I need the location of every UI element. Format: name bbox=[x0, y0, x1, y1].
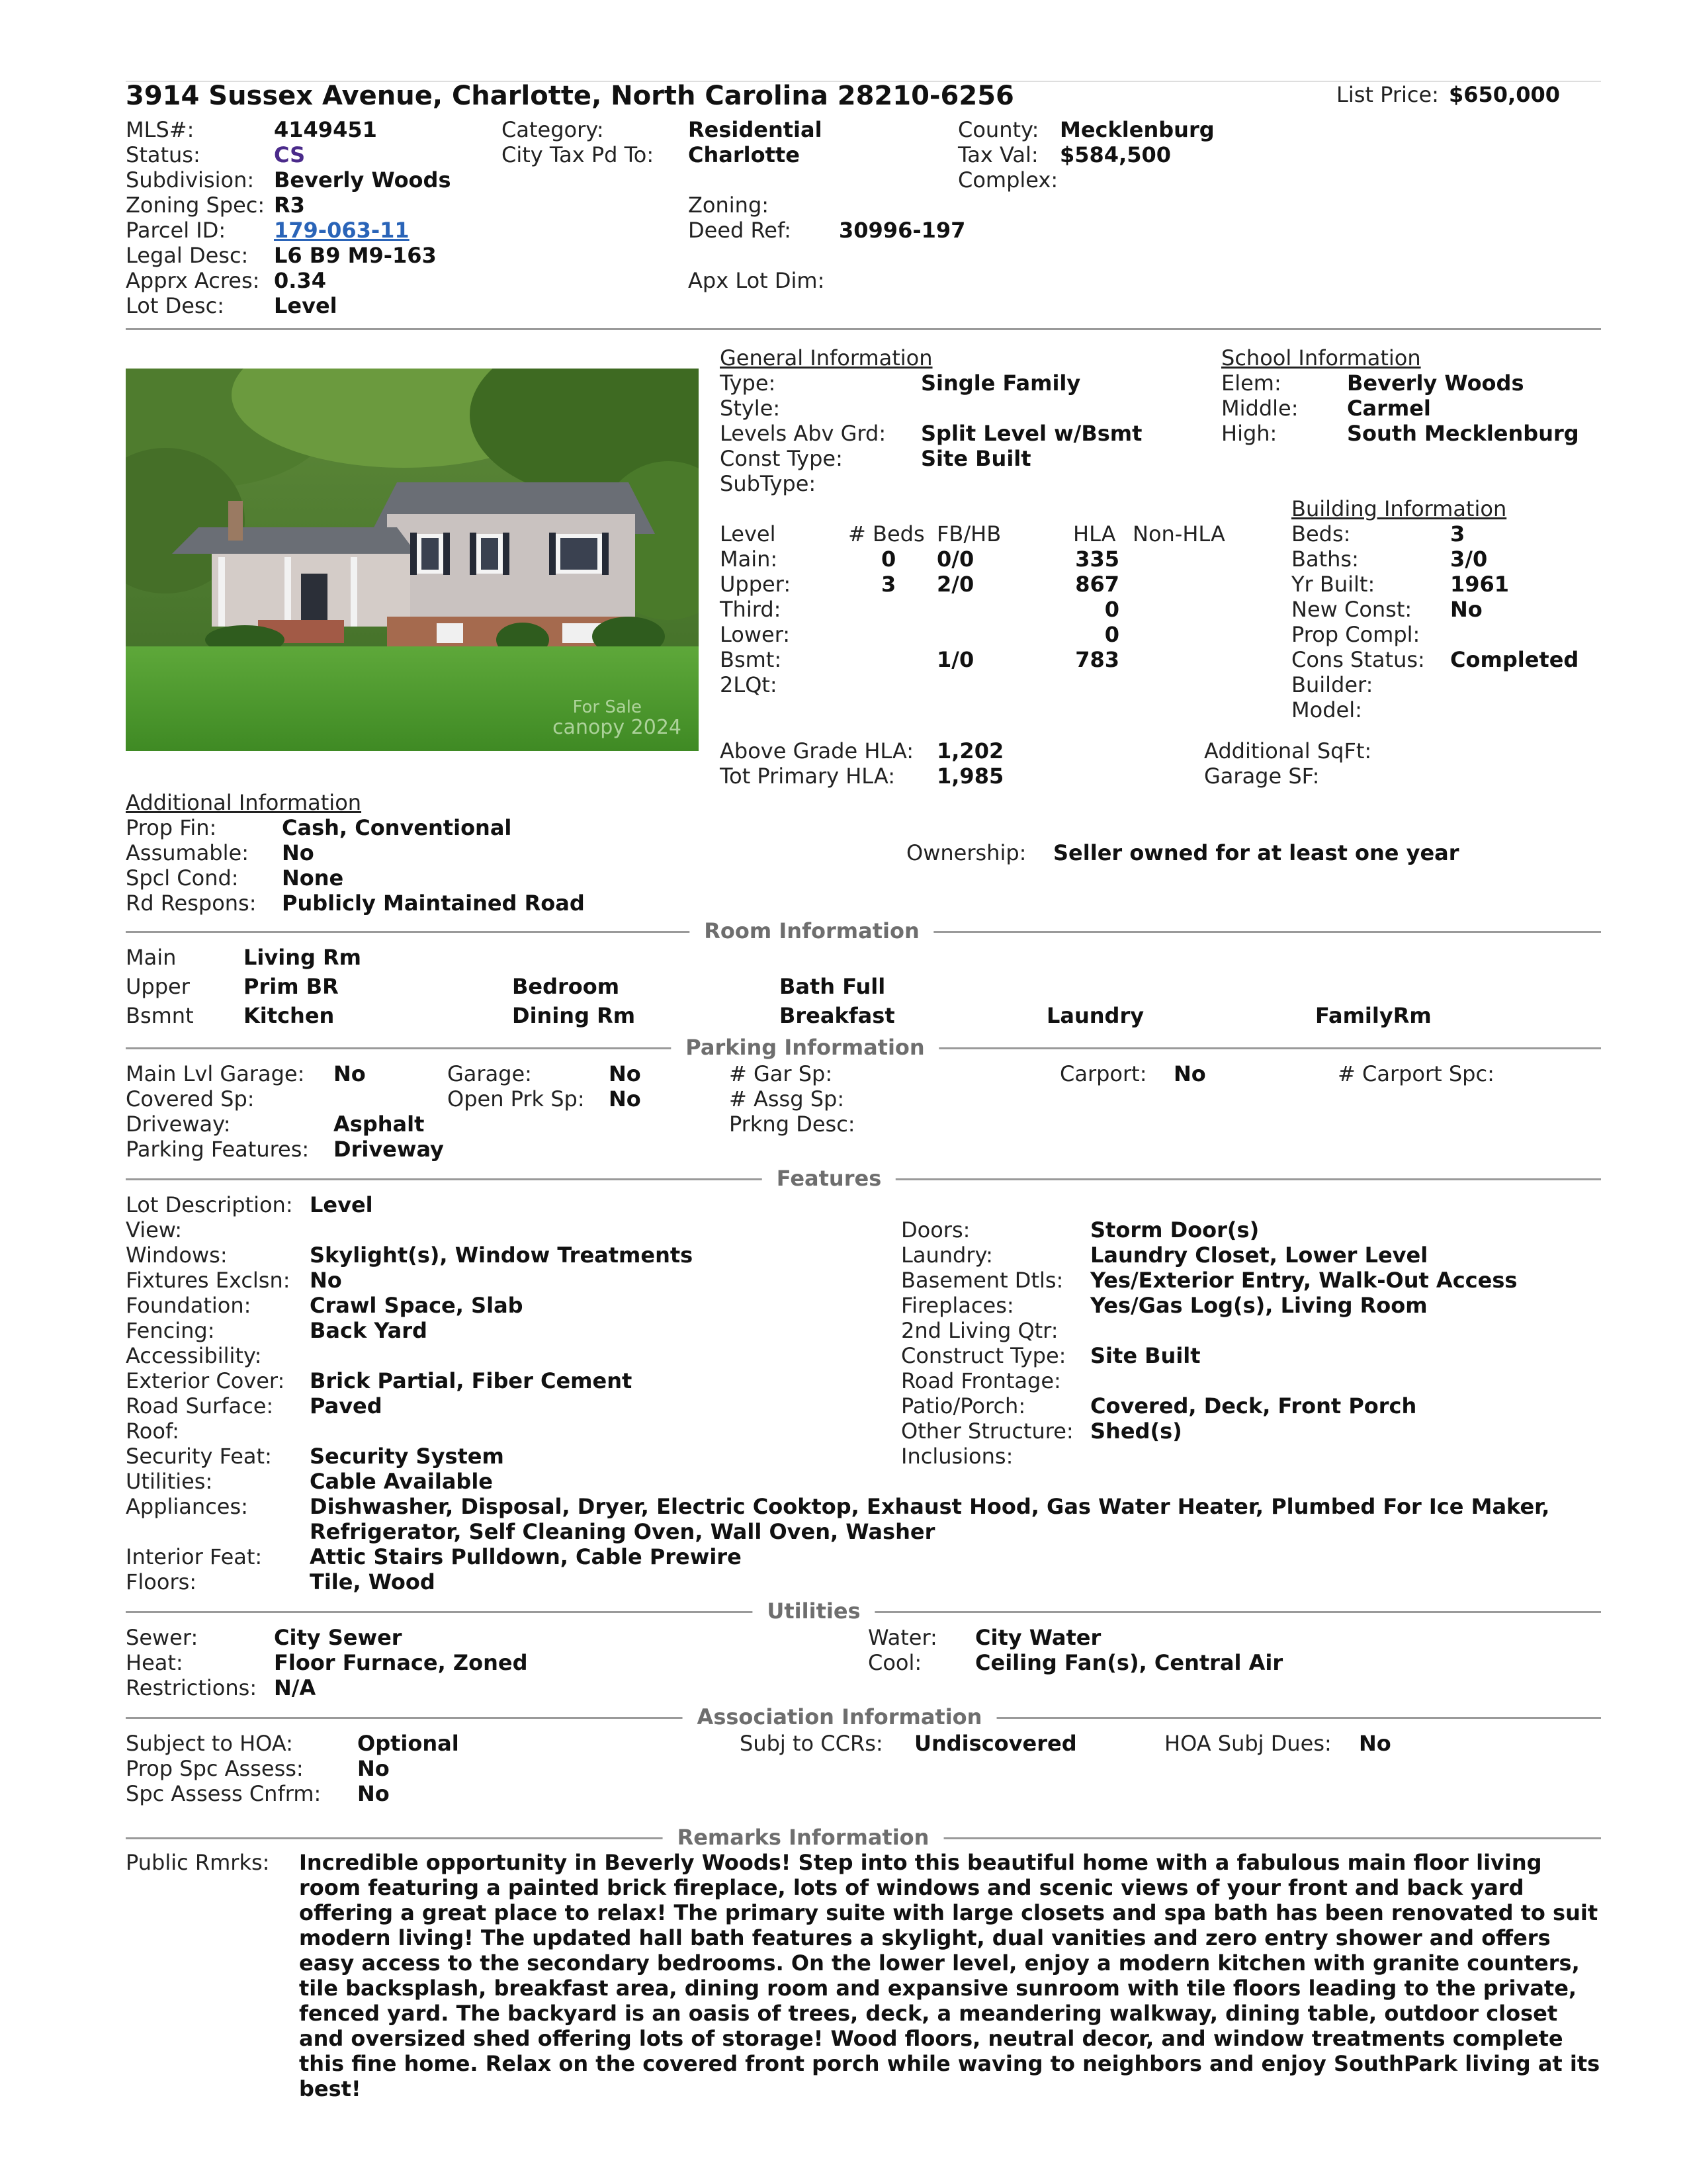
listing-address: 3914 Sussex Avenue, Charlotte, North Carolina 28210-6256 bbox=[126, 81, 1014, 111]
level-row-hla: 0 bbox=[1104, 622, 1119, 647]
room-upper-item: Bath Full bbox=[779, 974, 886, 999]
lot-dim-label: Apx Lot Dim: bbox=[688, 268, 825, 293]
middle-value: Carmel bbox=[1347, 396, 1431, 421]
city-tax-value: Charlotte bbox=[688, 142, 800, 167]
cool-value: Ceiling Fan(s), Central Air bbox=[975, 1650, 1283, 1675]
hoa-dues-value: No bbox=[1359, 1731, 1391, 1756]
level-row-fbhb: 0/0 bbox=[937, 546, 974, 572]
assumable-value: No bbox=[282, 840, 314, 865]
interior-feat-value: Attic Stairs Pulldown, Cable Prewire bbox=[310, 1544, 742, 1569]
feature-label: Windows: bbox=[126, 1243, 228, 1268]
feature-label: Fixtures Exclsn: bbox=[126, 1268, 290, 1293]
hla-header: HLA bbox=[1073, 521, 1116, 546]
room-bsmnt-item: Dining Rm bbox=[512, 1003, 636, 1028]
ownership-value: Seller owned for at least one year bbox=[1053, 840, 1459, 865]
level-row-hla: 0 bbox=[1104, 597, 1119, 622]
restrictions-label: Restrictions: bbox=[126, 1675, 257, 1700]
level-row-label: 2LQt: bbox=[720, 672, 777, 697]
feature-value: Crawl Space, Slab bbox=[310, 1293, 523, 1318]
gar-sp-label: # Gar Sp: bbox=[729, 1061, 833, 1086]
remarks-title: Remarks Information bbox=[663, 1825, 944, 1850]
bldg-beds-label: Beds: bbox=[1291, 521, 1351, 546]
complex-label: Complex: bbox=[958, 167, 1059, 193]
level-row-label: Main: bbox=[720, 546, 778, 572]
nonhla-header: Non-HLA bbox=[1133, 521, 1225, 546]
assumable-label: Assumable: bbox=[126, 840, 249, 865]
public-remarks-text: Incredible opportunity in Beverly Woods! Step into this beautiful home with a fabulous main floor living room featuring a painted brick fireplace, lots of windows and scenic views of your front and back yard offering a great place to relax! The primary suite with large closets and spa bath has been renovated to suit modern living! The updated hall bath features a skylight, dual vanities and zero entry shower and offers easy access to the secondary bedrooms. On the lower level, enjoy a modern kitchen with granite counters, tile backsplash, breakfast area, dining room and expansive sunroom with tile floors leading to the private, fenced yard. The backyard is an oasis of trees, deck, a meandering walkway, dining table, outdoor closet and oversized shed offering lots of storage! Wood floors, neutral decor, and window treatments complete this fine home. Relax on the covered front porch while waving to neighbors and enjoy SouthPark living at its best! bbox=[299, 1850, 1600, 2101]
room-info-title: Room Information bbox=[689, 918, 933, 943]
style-label: Style: bbox=[720, 396, 781, 421]
spcl-cond-value: None bbox=[282, 865, 344, 891]
remarks-divider bbox=[126, 1825, 1601, 1851]
spc-assess-cnfrm-label: Spc Assess Cnfrm: bbox=[126, 1781, 322, 1806]
level-row-label: Third: bbox=[720, 597, 781, 622]
tax-val-value: $584,500 bbox=[1060, 142, 1172, 167]
feature-value: Covered, Deck, Front Porch bbox=[1090, 1393, 1417, 1419]
deed-value: 30996-197 bbox=[839, 218, 966, 243]
bldg-beds-value: 3 bbox=[1450, 521, 1465, 546]
main-lvl-garage-label: Main Lvl Garage: bbox=[126, 1061, 305, 1086]
summary-rule bbox=[126, 328, 1601, 330]
feature-label: Exterior Cover: bbox=[126, 1368, 285, 1393]
elem-value: Beverly Woods bbox=[1347, 371, 1524, 396]
feature-value: Site Built bbox=[1090, 1343, 1201, 1368]
carport-value: No bbox=[1174, 1061, 1206, 1086]
model-label: Model: bbox=[1291, 697, 1362, 722]
status-value: CS bbox=[274, 142, 306, 167]
new-const-value: No bbox=[1450, 597, 1483, 622]
level-row-beds: 3 bbox=[881, 572, 896, 597]
mls-number: 4149451 bbox=[274, 117, 377, 142]
association-title: Association Information bbox=[683, 1704, 997, 1729]
photo-watermark-1: For Sale bbox=[572, 697, 642, 717]
room-upper-item: Bedroom bbox=[512, 974, 620, 999]
tot-primary-label: Tot Primary HLA: bbox=[720, 764, 895, 789]
garage-value: No bbox=[609, 1061, 641, 1086]
feature-label: Fireplaces: bbox=[901, 1293, 1014, 1318]
sewer-value: City Sewer bbox=[274, 1625, 402, 1650]
bldg-baths-value: 3/0 bbox=[1450, 546, 1488, 572]
city-tax-label: City Tax Pd To: bbox=[501, 142, 654, 167]
room-bsmnt-item: Breakfast bbox=[779, 1003, 895, 1028]
covered-sp-label: Covered Sp: bbox=[126, 1086, 255, 1112]
prop-compl-label: Prop Compl: bbox=[1291, 622, 1420, 647]
utilities-title: Utilities bbox=[752, 1598, 875, 1624]
garage-label: Garage: bbox=[447, 1061, 532, 1086]
room-main-label: Main bbox=[126, 945, 177, 970]
carport-label: Carport: bbox=[1060, 1061, 1147, 1086]
feature-label: Other Structure: bbox=[901, 1419, 1074, 1444]
room-bsmnt-item: Laundry bbox=[1047, 1003, 1145, 1028]
level-row-hla: 867 bbox=[1075, 572, 1119, 597]
new-const-label: New Const: bbox=[1291, 597, 1412, 622]
driveway-label: Driveway: bbox=[126, 1112, 231, 1137]
lot-value: Level bbox=[274, 293, 337, 318]
association-divider bbox=[126, 1704, 1601, 1731]
feature-label: Road Frontage: bbox=[901, 1368, 1061, 1393]
levels-value: Split Level w/Bsmt bbox=[921, 421, 1143, 446]
sewer-label: Sewer: bbox=[126, 1625, 198, 1650]
restrictions-value: N/A bbox=[274, 1675, 316, 1700]
fbhb-header: FB/HB bbox=[937, 521, 1002, 546]
level-row-fbhb: 2/0 bbox=[937, 572, 974, 597]
prop-spc-assess-value: No bbox=[357, 1756, 390, 1781]
feature-value: Skylight(s), Window Treatments bbox=[310, 1243, 693, 1268]
yr-built-label: Yr Built: bbox=[1291, 572, 1375, 597]
features-title: Features bbox=[762, 1166, 896, 1191]
appliances-value-line-2: Refrigerator, Self Cleaning Oven, Wall Oven, Washer bbox=[310, 1519, 935, 1544]
open-prk-label: Open Prk Sp: bbox=[447, 1086, 585, 1112]
level-row-label: Upper: bbox=[720, 572, 791, 597]
elem-label: Elem: bbox=[1221, 371, 1281, 396]
legal-value: L6 B9 M9-163 bbox=[274, 243, 437, 268]
feature-value: Paved bbox=[310, 1393, 382, 1419]
open-prk-value: No bbox=[609, 1086, 641, 1112]
feature-value: No bbox=[310, 1268, 342, 1293]
feature-value: Cable Available bbox=[310, 1469, 493, 1494]
main-lvl-garage-value: No bbox=[333, 1061, 366, 1086]
water-label: Water: bbox=[868, 1625, 937, 1650]
parking-features-value: Driveway bbox=[333, 1137, 444, 1162]
feature-label: Laundry: bbox=[901, 1243, 993, 1268]
level-row-hla: 783 bbox=[1075, 647, 1119, 672]
utilities-divider bbox=[126, 1598, 1601, 1625]
category-value: Residential bbox=[688, 117, 822, 142]
floors-value: Tile, Wood bbox=[310, 1569, 435, 1594]
cons-status-value: Completed bbox=[1450, 647, 1579, 672]
house-illustration bbox=[126, 369, 699, 751]
room-bsmnt-label: Bsmnt bbox=[126, 1003, 194, 1028]
feature-label: Basement Dtls: bbox=[901, 1268, 1064, 1293]
hoa-dues-label: HOA Subj Dues: bbox=[1164, 1731, 1332, 1756]
ccr-value: Undiscovered bbox=[914, 1731, 1077, 1756]
cons-status-label: Cons Status: bbox=[1291, 647, 1425, 672]
feature-label: Construct Type: bbox=[901, 1343, 1066, 1368]
status-label: Status: bbox=[126, 142, 200, 167]
mls-label: MLS#: bbox=[126, 117, 195, 142]
feature-label: Lot Description: bbox=[126, 1192, 293, 1217]
subtype-label: SubType: bbox=[720, 471, 816, 496]
feature-label: Foundation: bbox=[126, 1293, 251, 1318]
hoa-label: Subject to HOA: bbox=[126, 1731, 293, 1756]
appliances-label: Appliances: bbox=[126, 1494, 248, 1519]
feature-label: View: bbox=[126, 1217, 182, 1243]
feature-value: Storm Door(s) bbox=[1090, 1217, 1260, 1243]
features-divider bbox=[126, 1166, 1601, 1192]
room-bsmnt-item: Kitchen bbox=[243, 1003, 335, 1028]
ccr-label: Subj to CCRs: bbox=[740, 1731, 883, 1756]
feature-value: Back Yard bbox=[310, 1318, 427, 1343]
water-value: City Water bbox=[975, 1625, 1102, 1650]
feature-label: Accessibility: bbox=[126, 1343, 262, 1368]
photo-watermark-2: canopy 2024 bbox=[552, 716, 681, 739]
feature-label: Patio/Porch: bbox=[901, 1393, 1026, 1419]
feature-label: Security Feat: bbox=[126, 1444, 272, 1469]
zoning-label: Zoning: bbox=[688, 193, 769, 218]
room-bsmnt-item: FamilyRm bbox=[1315, 1003, 1432, 1028]
interior-feat-label: Interior Feat: bbox=[126, 1544, 263, 1569]
room-upper-item: Prim BR bbox=[243, 974, 339, 999]
type-label: Type: bbox=[720, 371, 776, 396]
heat-value: Floor Furnace, Zoned bbox=[274, 1650, 528, 1675]
feature-value: Security System bbox=[310, 1444, 504, 1469]
general-info-title: General Information bbox=[720, 345, 933, 371]
const-value: Site Built bbox=[921, 446, 1031, 471]
feature-label: Inclusions: bbox=[901, 1444, 1014, 1469]
school-info-title: School Information bbox=[1221, 345, 1421, 371]
feature-label: 2nd Living Qtr: bbox=[901, 1318, 1059, 1343]
subdivision-label: Subdivision: bbox=[126, 167, 255, 193]
property-photo[interactable] bbox=[126, 369, 699, 751]
assg-sp-label: # Assg Sp: bbox=[729, 1086, 845, 1112]
feature-label: Road Surface: bbox=[126, 1393, 274, 1419]
category-label: Category: bbox=[501, 117, 604, 142]
spcl-cond-label: Spcl Cond: bbox=[126, 865, 239, 891]
appliances-value-line-1: Dishwasher, Disposal, Dryer, Electric Cooktop, Exhaust Hood, Gas Water Heater, Plumbed For Ice Maker, bbox=[310, 1494, 1550, 1519]
room-upper-label: Upper bbox=[126, 974, 190, 999]
county-label: County: bbox=[958, 117, 1039, 142]
carport-spc-label: # Carport Spc: bbox=[1338, 1061, 1494, 1086]
spc-assess-cnfrm-value: No bbox=[357, 1781, 390, 1806]
heat-label: Heat: bbox=[126, 1650, 183, 1675]
zoning-spec-label: Zoning Spec: bbox=[126, 193, 265, 218]
level-row-label: Lower: bbox=[720, 622, 791, 647]
deed-label: Deed Ref: bbox=[688, 218, 791, 243]
room-main-item: Living Rm bbox=[243, 945, 361, 970]
feature-value: Brick Partial, Fiber Cement bbox=[310, 1368, 632, 1393]
public-remarks-label: Public Rmrks: bbox=[126, 1850, 270, 1875]
ownership-label: Ownership: bbox=[906, 840, 1027, 865]
yr-built-value: 1961 bbox=[1450, 572, 1510, 597]
prop-fin-label: Prop Fin: bbox=[126, 815, 217, 840]
acres-label: Apprx Acres: bbox=[126, 268, 260, 293]
feature-value: Level bbox=[310, 1192, 373, 1217]
const-label: Const Type: bbox=[720, 446, 843, 471]
tax-val-label: Tax Val: bbox=[958, 142, 1039, 167]
parcel-id-link[interactable]: 179-063-11 bbox=[274, 218, 410, 243]
rd-respons-value: Publicly Maintained Road bbox=[282, 891, 585, 916]
building-info-title: Building Information bbox=[1291, 496, 1507, 521]
zoning-spec-value: R3 bbox=[274, 193, 305, 218]
feature-value: Shed(s) bbox=[1090, 1419, 1182, 1444]
feature-value: Laundry Closet, Lower Level bbox=[1090, 1243, 1428, 1268]
county-value: Mecklenburg bbox=[1060, 117, 1215, 142]
list-price: $650,000 bbox=[1449, 82, 1561, 107]
tot-primary-value: 1,985 bbox=[937, 764, 1004, 789]
subdivision-value: Beverly Woods bbox=[274, 167, 451, 193]
rd-respons-label: Rd Respons: bbox=[126, 891, 257, 916]
above-grade-value: 1,202 bbox=[937, 738, 1004, 764]
level-row-label: Bsmt: bbox=[720, 647, 782, 672]
prop-spc-assess-label: Prop Spc Assess: bbox=[126, 1756, 304, 1781]
feature-value: Yes/Exterior Entry, Walk-Out Access bbox=[1090, 1268, 1518, 1293]
high-label: High: bbox=[1221, 421, 1277, 446]
acres-value: 0.34 bbox=[274, 268, 326, 293]
type-value: Single Family bbox=[921, 371, 1081, 396]
feature-label: Utilities: bbox=[126, 1469, 213, 1494]
bldg-baths-label: Baths: bbox=[1291, 546, 1359, 572]
lot-label: Lot Desc: bbox=[126, 293, 224, 318]
parcel-label: Parcel ID: bbox=[126, 218, 226, 243]
hoa-value: Optional bbox=[357, 1731, 459, 1756]
high-value: South Mecklenburg bbox=[1347, 421, 1579, 446]
above-grade-label: Above Grade HLA: bbox=[720, 738, 914, 764]
level-header: Level bbox=[720, 521, 776, 546]
middle-label: Middle: bbox=[1221, 396, 1299, 421]
feature-label: Doors: bbox=[901, 1217, 971, 1243]
level-row-beds: 0 bbox=[881, 546, 896, 572]
beds-header: # Beds bbox=[848, 521, 925, 546]
levels-label: Levels Abv Grd: bbox=[720, 421, 887, 446]
garage-sf-label: Garage SF: bbox=[1204, 764, 1320, 789]
list-price-label: List Price: bbox=[1336, 82, 1439, 107]
parking-info-title: Parking Information bbox=[671, 1035, 939, 1060]
parking-info-divider bbox=[126, 1035, 1601, 1061]
legal-label: Legal Desc: bbox=[126, 243, 249, 268]
feature-label: Fencing: bbox=[126, 1318, 215, 1343]
feature-label: Roof: bbox=[126, 1419, 179, 1444]
driveway-value: Asphalt bbox=[333, 1112, 425, 1137]
parking-features-label: Parking Features: bbox=[126, 1137, 310, 1162]
additional-info-title: Additional Information bbox=[126, 790, 362, 815]
builder-label: Builder: bbox=[1291, 672, 1373, 697]
prkng-desc-label: Prkng Desc: bbox=[729, 1112, 855, 1137]
prop-fin-value: Cash, Conventional bbox=[282, 815, 512, 840]
cool-label: Cool: bbox=[868, 1650, 922, 1675]
level-row-hla: 335 bbox=[1075, 546, 1119, 572]
floors-label: Floors: bbox=[126, 1569, 197, 1594]
room-info-divider bbox=[126, 918, 1601, 945]
feature-value: Yes/Gas Log(s), Living Room bbox=[1090, 1293, 1428, 1318]
additional-sqft-label: Additional SqFt: bbox=[1204, 738, 1372, 764]
level-row-fbhb: 1/0 bbox=[937, 647, 974, 672]
